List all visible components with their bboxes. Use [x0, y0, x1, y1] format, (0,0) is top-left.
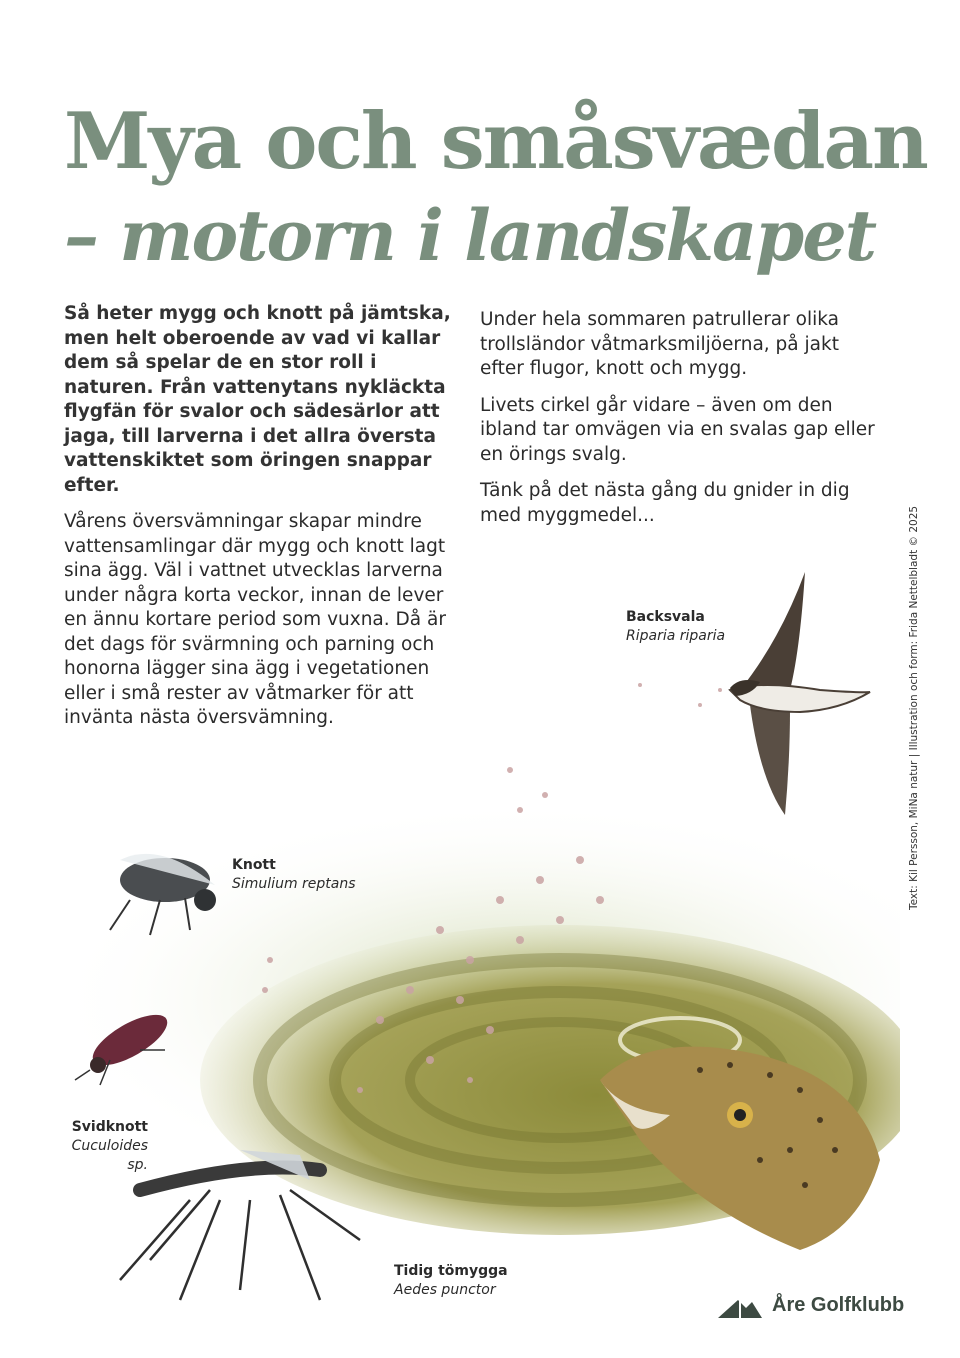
- body-paragraph: Vårens översvämningar skapar mindre vattensamlingar där mygg och knott lagt sina ägg. Väl i vattnet utvecklas larverna under några korta veckor, innan de lever en ännu kortare period som vuxna. Då är det dags för svärmning och parning och honorna lägger sina ägg i vegetationen eller i små rester av våtmarker för att invänta nästa översvämning.: [64, 511, 446, 728]
- right-paragraph-2: Livets cirkel går vidare – även om den ibland tar omvägen via en svalas gap eller en örings svalg.: [480, 394, 875, 465]
- credit-line: Text: Kil Persson, MiNa natur | Illustration och form: Frida Nettelbladt © 2025: [908, 505, 920, 910]
- label-name: Knott: [232, 857, 276, 873]
- label-latin: Riparia riparia: [626, 628, 726, 644]
- label-name: Backsvala: [626, 609, 705, 625]
- page-title: [64, 92, 927, 280]
- illustration: [0, 560, 900, 1320]
- label-name: Tidig tömygga: [394, 1263, 508, 1279]
- lead-paragraph: Så heter mygg och knott på jämtska, men helt oberoende av vad vi kallar dem så spelar de en stor roll i naturen. Från vattenytans nykläckta flygfän för svalor och sädesärlor att jaga, till larverna i det allra översta vattenskiktet som öringen snappar efter.: [64, 303, 451, 496]
- right-paragraph-3: Tänk på det nästa gång du gnider in dig med myggmedel...: [480, 480, 850, 526]
- label-latin: Simulium reptans: [232, 876, 356, 892]
- logo: [716, 1290, 904, 1320]
- title-line-1: Mya och småsvædan: [64, 96, 927, 187]
- tomygga-insect: [120, 1150, 360, 1300]
- label-name: Svidknott: [71, 1119, 148, 1135]
- label-tidig-tomygga: [394, 1262, 508, 1300]
- golf-flag-icon: [716, 1290, 764, 1320]
- label-latin: Cuculoides sp.: [71, 1138, 148, 1173]
- logo-text: Åre Golfklubb: [772, 1293, 905, 1316]
- swallow: [730, 572, 870, 815]
- label-svidknott: [48, 1118, 148, 1175]
- label-backsvala: [626, 608, 725, 646]
- label-latin: Aedes punctor: [394, 1282, 496, 1298]
- label-knott: [232, 856, 356, 894]
- right-column: [480, 308, 880, 540]
- title-line-2: – motorn i landskapet: [64, 194, 876, 277]
- right-paragraph-1: Under hela sommaren patrullerar olika trollsländor våtmarksmiljöerna, på jakt efter flugor, knott och mygg.: [480, 309, 839, 379]
